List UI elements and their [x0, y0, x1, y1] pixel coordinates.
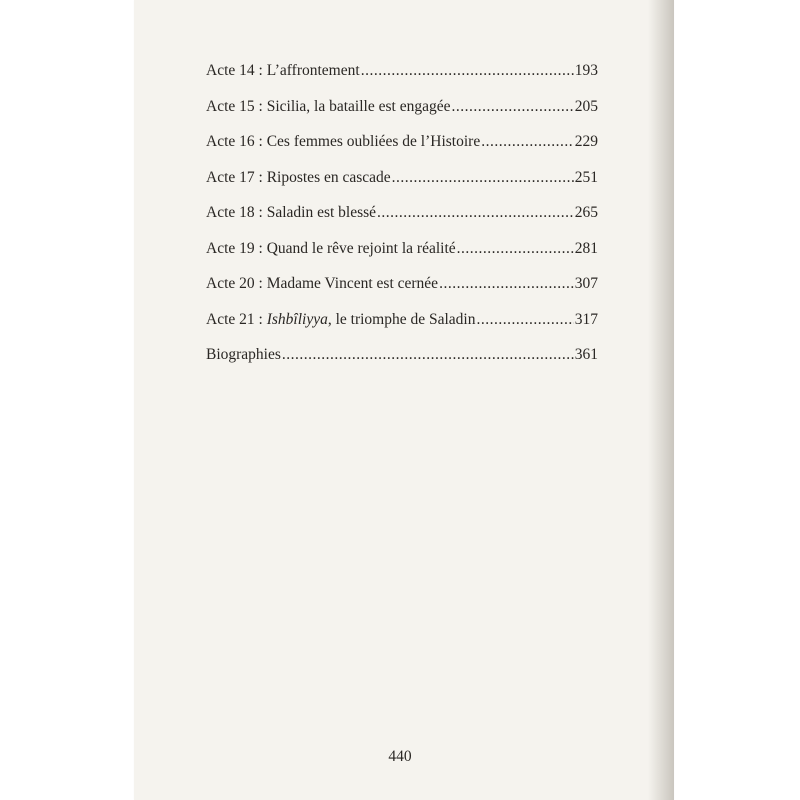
page-number: 440	[388, 748, 412, 765]
table-of-contents	[206, 62, 598, 382]
dot-leader	[439, 275, 574, 293]
toc-entry-title: Acte 19 : Quand le rêve rejoint la réalité	[206, 239, 456, 257]
toc-entry-page: 193	[574, 62, 598, 79]
dot-leader	[361, 62, 574, 80]
toc-entry-title: Acte 14 : L’affrontement	[206, 62, 360, 79]
dot-leader	[377, 204, 574, 222]
dot-leader	[392, 169, 574, 187]
toc-entry-page: 307	[574, 275, 598, 292]
toc-entry-page: 317	[574, 310, 598, 328]
toc-entry-title: Acte 21 : Ishbîliyya, le triomphe de Saladin	[206, 310, 476, 328]
dot-leader	[457, 240, 574, 258]
toc-entry-page: 229	[574, 133, 598, 150]
toc-entry-acte-14	[206, 62, 598, 98]
toc-entry-page: 281	[574, 239, 598, 257]
toc-entry-page: 361	[574, 346, 598, 363]
toc-entry-title: Acte 16 : Ces femmes oubliées de l’Histoire	[206, 133, 481, 150]
toc-entry-acte-19	[206, 240, 598, 276]
toc-entry-page: 251	[574, 168, 598, 186]
toc-entry-acte-21	[206, 311, 598, 347]
toc-entry-biographies	[206, 346, 598, 382]
toc-entry-acte-16	[206, 133, 598, 169]
toc-entry-title: Acte 18 : Saladin est blessé	[206, 204, 377, 221]
dot-leader	[282, 346, 574, 364]
toc-entry-page: 265	[574, 204, 598, 221]
dot-leader	[451, 98, 573, 116]
toc-entry-acte-20	[206, 275, 598, 311]
toc-entry-acte-17	[206, 169, 598, 205]
toc-entry-acte-15	[206, 98, 598, 134]
toc-entry-title: Acte 17 : Ripostes en cascade	[206, 168, 391, 186]
toc-entry-page: 205	[574, 97, 598, 115]
toc-entry-title: Acte 15 : Sicilia, la bataille est engagée	[206, 97, 451, 115]
toc-entry-acte-18	[206, 204, 598, 240]
toc-entry-title: Biographies	[206, 346, 281, 363]
toc-entry-title: Acte 20 : Madame Vincent est cernée	[206, 275, 439, 292]
dot-leader	[481, 133, 574, 151]
dot-leader	[476, 311, 573, 329]
page-edge-shadow	[648, 0, 674, 800]
